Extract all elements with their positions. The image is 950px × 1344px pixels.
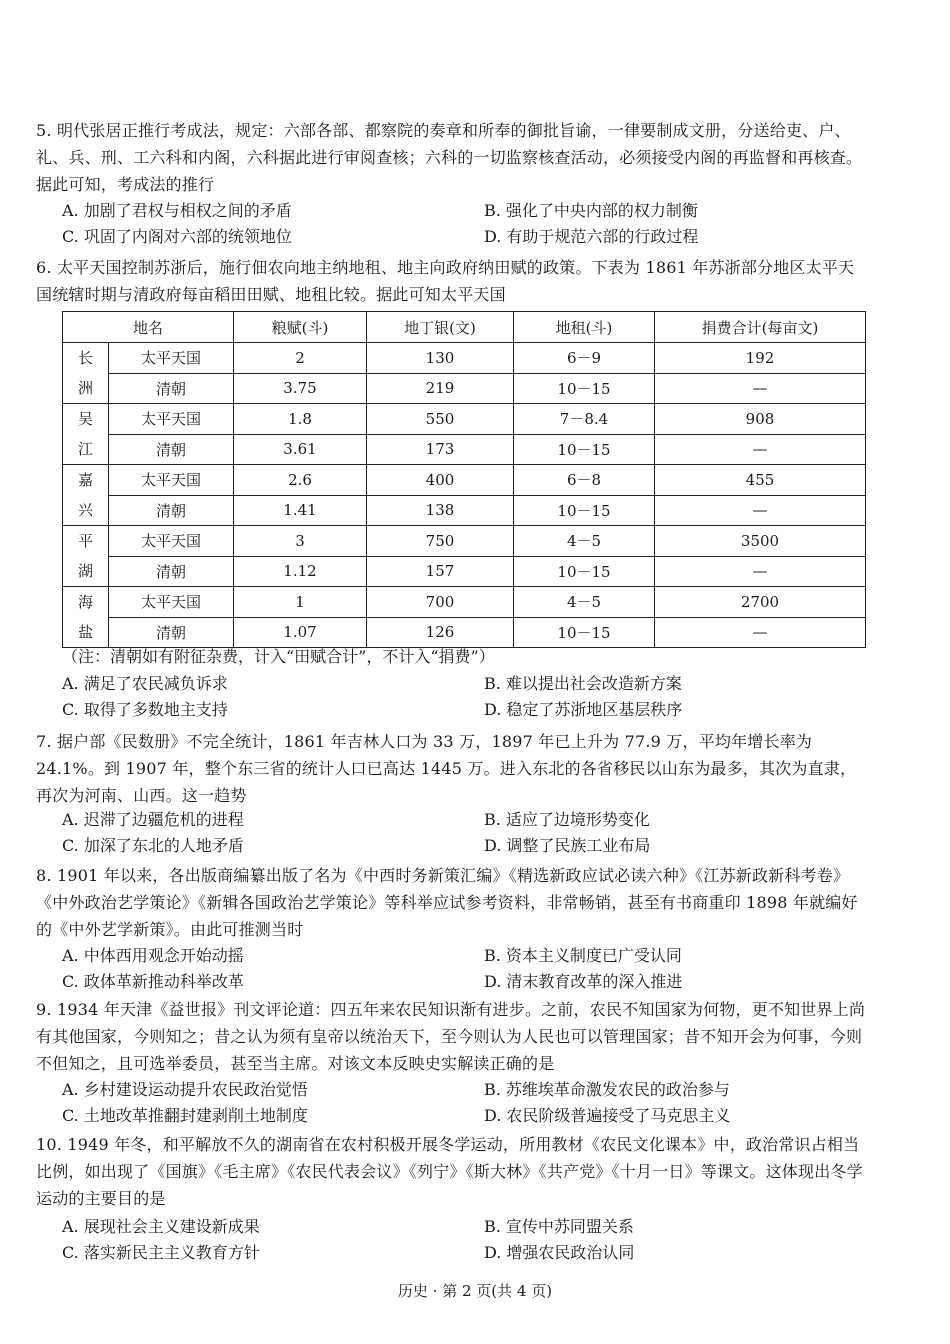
option-a: A. 展现社会主义建设新成果 (62, 1217, 260, 1236)
table-cell: 130 (367, 343, 514, 374)
table-cell: 4－5 (514, 526, 655, 557)
table-cell: 219 (367, 373, 514, 404)
table-cell: 清朝 (109, 617, 234, 648)
table-cell: — (655, 556, 866, 587)
option-d: D. 农民阶级普遍接受了马克思主义 (484, 1106, 731, 1125)
table-row (63, 434, 866, 465)
question-stem: 9. 1934 年天津《益世报》刊文评论道：四五年来农民知识渐有进步。之前，农民不知国家为何物，更不知世界上尚有其他国家，今则知之；昔之认为须有皇帝以统治天下，至今则认为人民也可以管理国家；昔不知开会为何事，今则不但知之，且可选举委员，甚至当主席。对该文本反映史实解读正确的是 (36, 1000, 866, 1073)
option-c: C. 落实新民主主义教育方针 (62, 1243, 260, 1262)
table-cell: 6－8 (514, 465, 655, 496)
option-d: D. 调整了民族工业布局 (484, 836, 651, 855)
option-c: C. 政体革新推动科举改革 (62, 972, 244, 991)
tax-comparison-table (62, 311, 866, 648)
table-cell: 清朝 (109, 373, 234, 404)
table-note: （注：清朝如有附征杂费，计入“田赋合计”，不计入“捐费”） (62, 647, 495, 666)
table-cell: 1 (234, 587, 367, 618)
table-row (63, 373, 866, 404)
question-10-options (62, 1214, 862, 1266)
table-cell: 清朝 (109, 495, 234, 526)
table-cell: 192 (655, 343, 866, 374)
option-a: A. 中体西用观念开始动摇 (62, 946, 244, 965)
question-stem: 8. 1901 年以来，各出版商编纂出版了名为《中西时务新策汇编》《精选新政应试必读六种》《江苏新政新科考卷》《中外政治艺学策论》《新辑各国政治艺学策论》等科举应试参考资料，非常畅销，甚至有书商重印 1898 年就编好的《中外艺学新策》。由此可推测当时 (36, 866, 858, 939)
table-row (63, 465, 866, 496)
question-6-options (62, 671, 862, 723)
table-cell: 2.6 (234, 465, 367, 496)
question-7 (36, 728, 866, 809)
question-stem: 5. 明代张居正推行考成法，规定：六部各部、都察院的奏章和所奉的御批旨谕，一律要制成文册，分送给吏、户、礼、兵、刑、工六科和内阁，六科据此进行审阅查核；六科的一切监察核查活动，必须接受内阁的再监督和再核查。据此可知，考成法的推行 (36, 121, 863, 194)
table-header-row (63, 312, 866, 343)
table-cell: 7－8.4 (514, 404, 655, 435)
option-a: A. 加剧了君权与相权之间的矛盾 (62, 201, 292, 220)
table-row (63, 343, 866, 374)
question-10 (36, 1131, 866, 1212)
table-cell: 455 (655, 465, 866, 496)
table-cell: 1.8 (234, 404, 367, 435)
option-d: D. 有助于规范六部的行政过程 (484, 227, 699, 246)
table-cell: 3 (234, 526, 367, 557)
table-header: 捐费合计(每亩文) (655, 312, 866, 343)
question-8-options (62, 943, 862, 995)
option-a: A. 迟滞了边疆危机的进程 (62, 810, 244, 829)
table-header: 地丁银(文) (367, 312, 514, 343)
table-row (63, 617, 866, 648)
table-cell: 清朝 (109, 556, 234, 587)
table-cell: 126 (367, 617, 514, 648)
table-cell: — (655, 373, 866, 404)
table-row (63, 556, 866, 587)
table-cell: 750 (367, 526, 514, 557)
table-cell: 6－9 (514, 343, 655, 374)
table-cell: 太平天国 (109, 343, 234, 374)
question-5 (36, 117, 866, 198)
table-cell: 4－5 (514, 587, 655, 618)
table-cell: 1.41 (234, 495, 367, 526)
table-cell: — (655, 617, 866, 648)
table-cell: 10－15 (514, 556, 655, 587)
option-a: A. 满足了农民减负诉求 (62, 674, 228, 693)
region-cell: 平 湖 (63, 526, 109, 587)
region-cell: 嘉 兴 (63, 465, 109, 526)
question-stem: 10. 1949 年冬，和平解放不久的湖南省在农村积极开展冬学运动，所用教材《农民文化课本》中，政治常识占相当比例，如出现了《国旗》《毛主席》《农民代表会议》《列宁》《斯大林》《共产党》《十月一日》等课文。这体现出冬学运动的主要目的是 (36, 1135, 863, 1208)
table-row (63, 404, 866, 435)
question-9 (36, 996, 866, 1077)
option-c: C. 取得了多数地主支持 (62, 700, 228, 719)
region-cell: 海 盐 (63, 587, 109, 648)
table-cell: 清朝 (109, 434, 234, 465)
question-5-options (62, 198, 862, 250)
question-6 (36, 254, 866, 308)
table-cell: 太平天国 (109, 404, 234, 435)
table-cell: 10－15 (514, 495, 655, 526)
question-stem: 6. 太平天国控制苏浙后，施行佃农向地主纳地租、地主向政府纳田赋的政策。下表为 1861 年苏浙部分地区太平天国统辖时期与清政府每亩稻田田赋、地租比较。据此可知太平天国 (36, 258, 855, 304)
table-cell: 2 (234, 343, 367, 374)
table-cell: 太平天国 (109, 526, 234, 557)
table-header: 粮赋(斗) (234, 312, 367, 343)
table-row (63, 526, 866, 557)
table-cell: 400 (367, 465, 514, 496)
table-cell: 10－15 (514, 434, 655, 465)
table-cell: 173 (367, 434, 514, 465)
table-cell: 10－15 (514, 617, 655, 648)
table-header: 地名 (63, 312, 234, 343)
table-cell: 1.12 (234, 556, 367, 587)
option-c: C. 加深了东北的人地矛盾 (62, 836, 244, 855)
table-cell: 908 (655, 404, 866, 435)
option-b: B. 苏维埃革命激发农民的政治参与 (484, 1080, 730, 1099)
option-b: B. 强化了中央内部的权力制衡 (484, 201, 698, 220)
option-d: D. 稳定了苏浙地区基层秩序 (484, 700, 683, 719)
region-cell: 长 洲 (63, 343, 109, 404)
table-row (63, 587, 866, 618)
table-cell: — (655, 434, 866, 465)
option-a: A. 乡村建设运动提升农民政治觉悟 (62, 1080, 308, 1099)
question-stem: 7. 据户部《民数册》不完全统计，1861 年吉林人口为 33 万，1897 年已上升为 77.9 万，平均年增长率为 24.1%。到 1907 年，整个东三省的统计人口已高达 1445 万。进入东北的各省移民以山东为最多，其次为直隶，再次为河南、山西。这一趋势 (36, 732, 857, 805)
table-cell: 10－15 (514, 373, 655, 404)
option-b: B. 资本主义制度已广受认同 (484, 946, 682, 965)
table-cell: 1.07 (234, 617, 367, 648)
option-b: B. 宣传中苏同盟关系 (484, 1217, 634, 1236)
table-cell: 3.75 (234, 373, 367, 404)
option-d: D. 增强农民政治认同 (484, 1243, 635, 1262)
table-row (63, 495, 866, 526)
region-cell: 吴 江 (63, 404, 109, 465)
question-9-options (62, 1077, 862, 1129)
table-cell: 138 (367, 495, 514, 526)
option-c: C. 巩固了内阁对六部的统领地位 (62, 227, 292, 246)
table-cell: 157 (367, 556, 514, 587)
option-d: D. 清末教育改革的深入推进 (484, 972, 683, 991)
table-header: 地租(斗) (514, 312, 655, 343)
table-cell: 3500 (655, 526, 866, 557)
question-8 (36, 862, 866, 943)
table-cell: 2700 (655, 587, 866, 618)
page-footer: 历史 · 第 2 页(共 4 页) (397, 1282, 553, 1300)
option-b: B. 难以提出社会改造新方案 (484, 674, 682, 693)
table-cell: 550 (367, 404, 514, 435)
table-cell: 3.61 (234, 434, 367, 465)
table-cell: 700 (367, 587, 514, 618)
table-cell: 太平天国 (109, 587, 234, 618)
option-c: C. 土地改革推翻封建剥削土地制度 (62, 1106, 308, 1125)
question-7-options (62, 807, 862, 859)
table-cell: — (655, 495, 866, 526)
table-cell: 太平天国 (109, 465, 234, 496)
option-b: B. 适应了边境形势变化 (484, 810, 650, 829)
